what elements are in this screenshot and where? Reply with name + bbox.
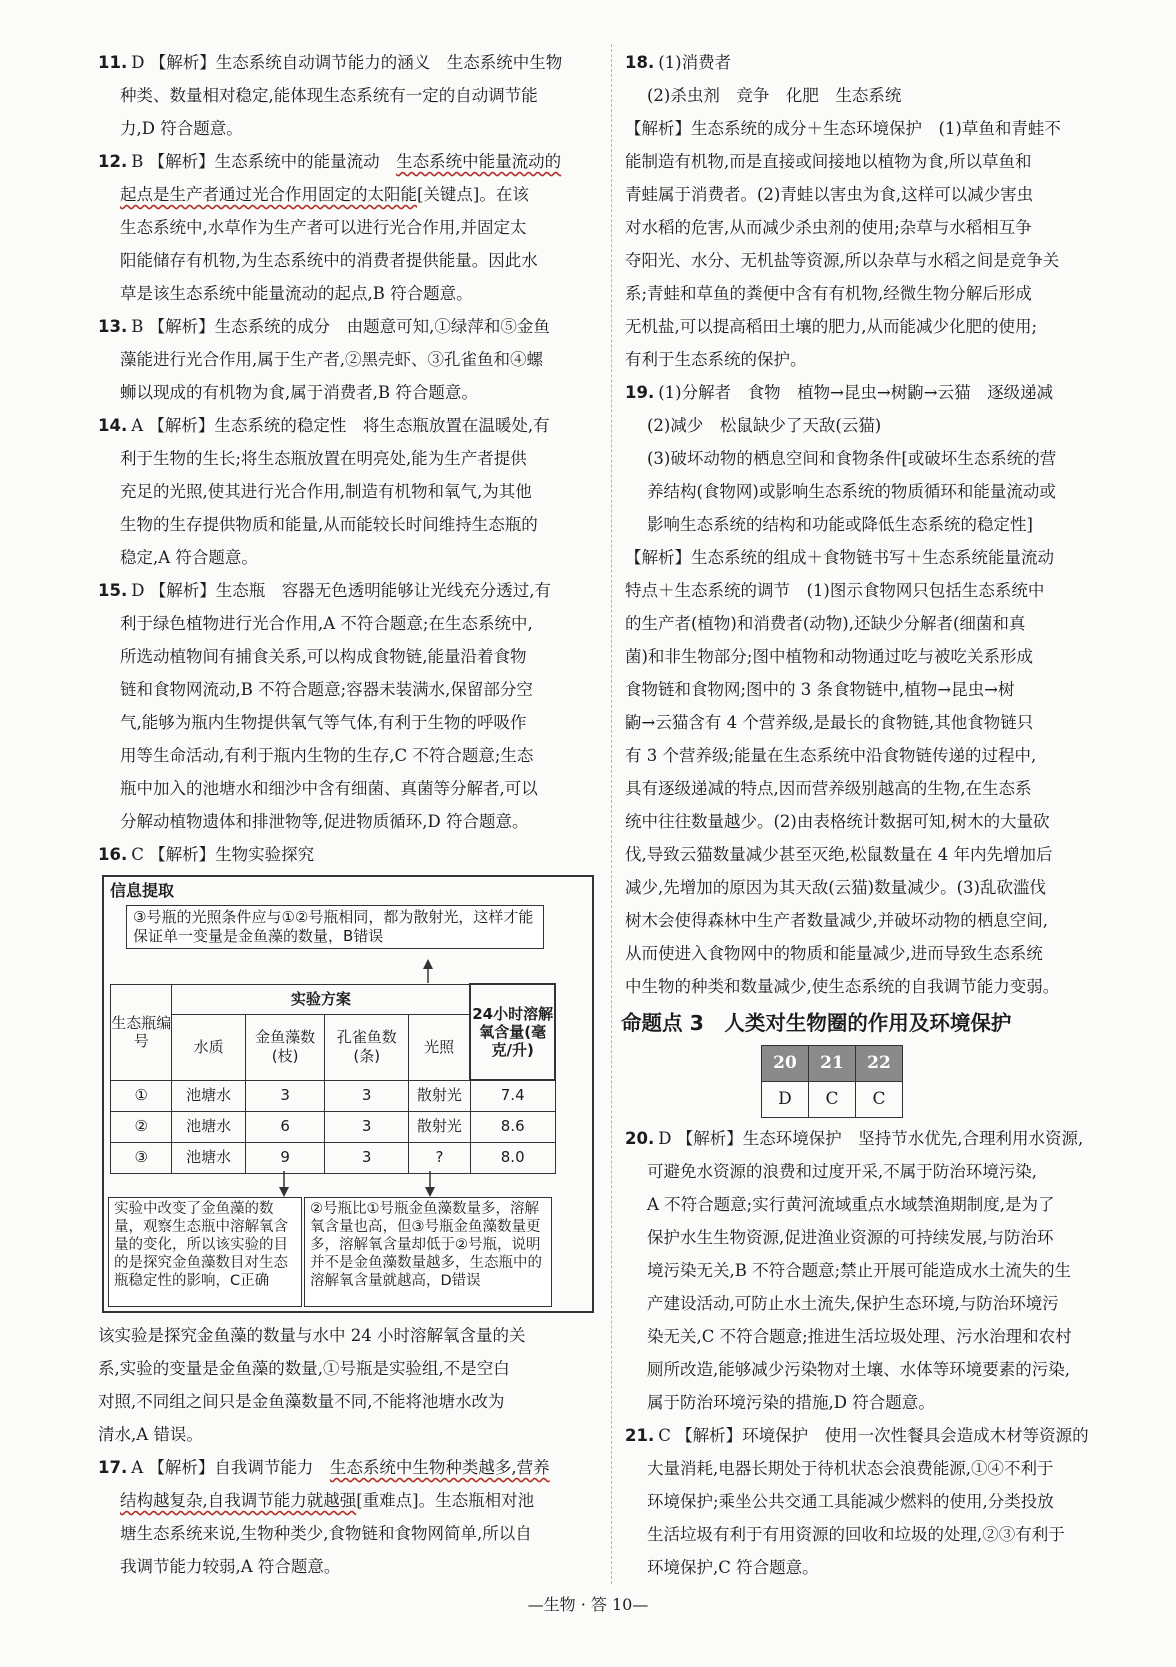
header-oxygen: 24小时溶解氧含量(毫克/升) xyxy=(470,984,555,1080)
answer-14-line: 充足的光照,使其进行光合作用,制造有机物和氧气,为其他 xyxy=(120,482,532,501)
note-right-box xyxy=(304,1197,552,1307)
answer-15-line: 分解动植物遗体和排泄物等,促进物质循环,D 符合题意。 xyxy=(120,812,529,831)
answer-20-line: 境污染无关,B 不符合题意;禁止开展可能造成水土流失的生 xyxy=(647,1261,1072,1280)
answer-12-line: 起点是生产者通过光合作用固定的太阳能[关键点]。在该 xyxy=(120,185,529,204)
answer-20-line: A 不符合题意;实行黄河流域重点水域禁渔期制度,是为了 xyxy=(647,1195,1055,1214)
answer-19-line: 养结构(食物网)或影响生态系统的物质循环和能量流动或 xyxy=(647,482,1056,501)
answer-21: 21. C 【解析】环境保护 使用一次性餐具会造成木材等资源的 xyxy=(625,1426,1089,1445)
header-algae: 金鱼藻数(枝) xyxy=(245,1014,325,1080)
analysis-19-line: 从而使进入食物网中的物质和能量减少,进而导致生态系统 xyxy=(625,944,1043,963)
answer-17-line: 我调节能力较弱,A 符合题意。 xyxy=(120,1557,341,1576)
answer-17-line: 塘生态系统来说,生物种类少,食物链和食物网简单,所以自 xyxy=(120,1524,532,1543)
header-water: 水质 xyxy=(172,1014,245,1080)
analysis-19-line: 特点＋生态系统的调节 (1)图示食物网只包括生态系统中 xyxy=(625,581,1045,600)
answer-15: 15. D 【解析】生态瓶 容器无色透明能够让光线充分透过,有 xyxy=(98,581,551,600)
info-note-text: ③号瓶的光照条件应与①②号瓶相同，都为散射光，这样才能保证单一变量是金鱼藻的数量，B错误 xyxy=(133,908,534,945)
analysis-18: 【解析】生态系统的成分＋生态环境保护 (1)草鱼和青蛙不 xyxy=(625,119,1061,138)
info-title: 信息提取 xyxy=(110,881,175,900)
grid-answer: C xyxy=(856,1082,903,1118)
analysis-19-line: 食物链和食物网;图中的 3 条食物链中,植物→昆虫→树 xyxy=(625,680,1015,699)
answer-12-line: 草是该生态系统中能量流动的起点,B 符合题意。 xyxy=(120,284,473,303)
note-left-box xyxy=(108,1197,302,1307)
answer-21-line: 环境保护,C 符合题意。 xyxy=(647,1558,819,1577)
table-row: ③ 池塘水 9 3 ? 8.0 xyxy=(111,1142,556,1173)
grid-number: 22 xyxy=(856,1046,903,1082)
experiment-table xyxy=(110,983,556,1174)
answer-11: 11. D 【解析】生态系统自动调节能力的涵义 生态系统中生物 xyxy=(98,53,563,72)
answer-21-line: 环境保护;乘坐公共交通工具能减少燃料的使用,分类投放 xyxy=(647,1492,1054,1511)
answer-16: 16. C 【解析】生物实验探究 xyxy=(98,845,315,864)
answer-20-line: 属于防治环境污染的措施,D 符合题意。 xyxy=(647,1393,935,1412)
left-column xyxy=(98,46,593,1583)
answer-11-line: 种类、数量相对稳定,能体现生态系统有一定的自动调节能 xyxy=(120,86,538,105)
answer-20-line: 染无关,C 不符合题意;推进生活垃圾处理、污水治理和农村 xyxy=(647,1327,1072,1346)
answer-21-line: 大量消耗,电器长期处于待机状态会浪费能源,①④不利于 xyxy=(647,1459,1054,1478)
answer-15-line: 链和食物网流动,B 不符合题意;容器未装满水,保留部分空 xyxy=(120,680,533,699)
answer-20-line: 可避免水资源的浪费和过度开采,不属于防治环境污染, xyxy=(647,1162,1037,1181)
analysis-19-line: 具有逐级递减的特点,因而营养级别越高的生物,在生态系 xyxy=(625,779,1032,798)
grid-number: 20 xyxy=(762,1046,809,1082)
answer-18: 18. (1)消费者 xyxy=(625,53,732,72)
header-plan: 实验方案 xyxy=(172,984,470,1014)
note-right-text: ②号瓶比①号瓶金鱼藻数量多，溶解氧含量也高，但③号瓶金鱼藻数量更多，溶解氧含量却低于②号瓶，说明并不是金鱼藻数量越多，生态瓶中的溶解氧含量就越高，D错误 xyxy=(310,1201,542,1289)
analysis-19-line: 的生产者(植物)和消费者(动物),还缺少分解者(细菌和真 xyxy=(625,614,1026,633)
analysis-19-line: 减少,先增加的原因为其天敌(云猫)数量减少。(3)乱砍滥伐 xyxy=(625,878,1046,897)
analysis-18-line: 有利于生态系统的保护。 xyxy=(625,350,807,369)
answer-grid xyxy=(761,1045,903,1118)
analysis-19: 【解析】生态系统的组成＋食物链书写＋生态系统能量流动 xyxy=(625,548,1054,567)
right-column xyxy=(621,46,1135,1584)
answer-12-line: 阳能储存有机物,为生态系统中的消费者提供能量。因此水 xyxy=(120,251,538,270)
analysis-19-line: 树木会使得森林中生产者数量减少,并破坏动物的栖息空间, xyxy=(625,911,1048,930)
answer-13-line: 藻能进行光合作用,属于生产者,②黑壳虾、③孔雀鱼和④螺 xyxy=(120,350,543,369)
grid-answer: D xyxy=(762,1082,809,1118)
analysis-18-line: 夺阳光、水分、无机盐等资源,所以杂草与水稻之间是竞争关 xyxy=(625,251,1060,270)
answer-15-line: 所选动植物间有捕食关系,可以构成食物链,能量沿着食物 xyxy=(120,647,527,666)
section-title: 命题点 3 人类对生物圈的作用及环境保护 xyxy=(621,1011,1012,1035)
analysis-18-line: 能制造有机物,而是直接或间接地以植物为食,所以草鱼和 xyxy=(625,152,1032,171)
analysis-19-line: 中生物的种类和数量减少,使生态系统的自我调节能力变弱。 xyxy=(625,977,1060,996)
analysis-19-line: 有 3 个营养级;能量在生态系统中沿食物链传递的过程中, xyxy=(625,746,1037,765)
grid-answer: C xyxy=(809,1082,856,1118)
answer-16-line: 清水,A 错误。 xyxy=(98,1425,203,1444)
answer-15-line: 瓶中加入的池塘水和细沙中含有细菌、真菌等分解者,可以 xyxy=(120,779,538,798)
answer-20-line: 产建设活动,可防止水土流失,保护生态环境,与防治环境污 xyxy=(647,1294,1059,1313)
answer-15-line: 气,能够为瓶内生物提供氧气等气体,有利于生物的呼吸作 xyxy=(120,713,527,732)
answer-19-line: (3)破坏动物的栖息空间和食物条件[或破坏生态系统的营 xyxy=(647,449,1057,468)
answer-16-line: 该实验是探究金鱼藻的数量与水中 24 小时溶解氧含量的关 xyxy=(98,1326,526,1345)
answer-16-line: 系,实验的变量是金鱼藻的数量,①号瓶是实验组,不是空白 xyxy=(98,1359,510,1378)
answer-16-line: 对照,不同组之间只是金鱼藻数量不同,不能将池塘水改为 xyxy=(98,1392,505,1411)
analysis-18-line: 青蛙属于消费者。(2)青蛙以害虫为食,这样可以减少害虫 xyxy=(625,185,1034,204)
answer-21-line: 生活垃圾有利于有用资源的回收和垃圾的处理,②③有利于 xyxy=(647,1525,1065,1544)
grid-number: 21 xyxy=(809,1046,856,1082)
answer-15-line: 用等生命活动,有利于瓶内生物的生存,C 不符合题意;生态 xyxy=(120,746,534,765)
page-footer: —生物 · 答 10— xyxy=(527,1595,649,1614)
analysis-18-line: 对水稻的危害,从而减少杀虫剂的使用;杂草与水稻相互争 xyxy=(625,218,1032,237)
column-divider xyxy=(611,44,612,1584)
table-row: ② 池塘水 6 3 散射光 8.6 xyxy=(111,1111,556,1142)
answer-14-line: 生物的生存提供物质和能量,从而能较长时间维持生态瓶的 xyxy=(120,515,538,534)
answer-12: 12. B 【解析】生态系统中的能量流动 生态系统中能量流动的 xyxy=(98,152,562,171)
header-bottle: 生态瓶编号 xyxy=(111,984,172,1080)
header-fish: 孔雀鱼数(条) xyxy=(325,1014,409,1080)
answer-17-line: 结构越复杂,自我调节能力就越强[重难点]。生态瓶相对池 xyxy=(120,1491,535,1510)
answer-14-line: 利于生物的生长;将生态瓶放置在明亮处,能为生产者提供 xyxy=(120,449,527,468)
analysis-19-line: 菌)和非生物部分;图中植物和动物通过吃与被吃关系形成 xyxy=(625,647,1033,666)
answer-14: 14. A 【解析】生态系统的稳定性 将生态瓶放置在温暖处,有 xyxy=(98,416,550,435)
answer-19-line: (2)减少 松鼠缺少了天敌(云猫) xyxy=(647,416,882,435)
answer-15-line: 利于绿色植物进行光合作用,A 不符合题意;在生态系统中, xyxy=(120,614,533,633)
analysis-19-line: 伐,导致云猫数量减少甚至灭绝,松鼠数量在 4 年内先增加后 xyxy=(625,845,1053,864)
answer-18-line: (2)杀虫剂 竞争 化肥 生态系统 xyxy=(647,86,902,105)
answer-19-line: 影响生态系统的结构和功能或降低生态系统的稳定性] xyxy=(647,515,1033,534)
answer-11-line: 力,D 符合题意。 xyxy=(120,119,243,138)
answer-20-line: 保护水生生物资源,促进渔业资源的可持续发展,与防治环 xyxy=(647,1228,1054,1247)
answer-19: 19. (1)分解者 食物 植物→昆虫→树鼩→云猫 逐级递减 xyxy=(625,383,1054,402)
answer-20: 20. D 【解析】生态环境保护 坚持节水优先,合理利用水资源, xyxy=(625,1129,1084,1148)
answer-20-line: 厕所改造,能够减少污染物对土壤、水体等环境要素的污染, xyxy=(647,1360,1070,1379)
note-left-text: 实验中改变了金鱼藻的数量，观察生态瓶中溶解氧含量的变化，所以该实验的目的是探究金鱼藻数目对生态瓶稳定性的影响，C正确 xyxy=(114,1201,288,1289)
analysis-18-line: 系;青蛙和草鱼的粪便中含有有机物,经微生物分解后形成 xyxy=(625,284,1032,303)
analysis-19-line: 鼩→云猫含有 4 个营养级,是最长的食物链,其他食物链只 xyxy=(625,713,1034,732)
analysis-19-line: 统中往往数量越少。(2)由表格统计数据可知,树木的大量砍 xyxy=(625,812,1050,831)
experiment-diagram xyxy=(102,875,594,1313)
answer-12-line: 生态系统中,水草作为生产者可以进行光合作用,并固定太 xyxy=(120,218,527,237)
answer-17: 17. A 【解析】自我调节能力 生态系统中生物种类越多,营养 xyxy=(98,1458,550,1477)
answer-13: 13. B 【解析】生态系统的成分 由题意可知,①绿萍和⑤金鱼 xyxy=(98,317,550,336)
answer-13-line: 蛳以现成的有机物为食,属于消费者,B 符合题意。 xyxy=(120,383,478,402)
analysis-18-line: 无机盐,可以提高稻田土壤的肥力,从而能减少化肥的使用; xyxy=(625,317,1038,336)
header-light: 光照 xyxy=(408,1014,470,1080)
table-row: ① 池塘水 3 3 散射光 7.4 xyxy=(111,1080,556,1111)
answer-14-line: 稳定,A 符合题意。 xyxy=(120,548,258,567)
